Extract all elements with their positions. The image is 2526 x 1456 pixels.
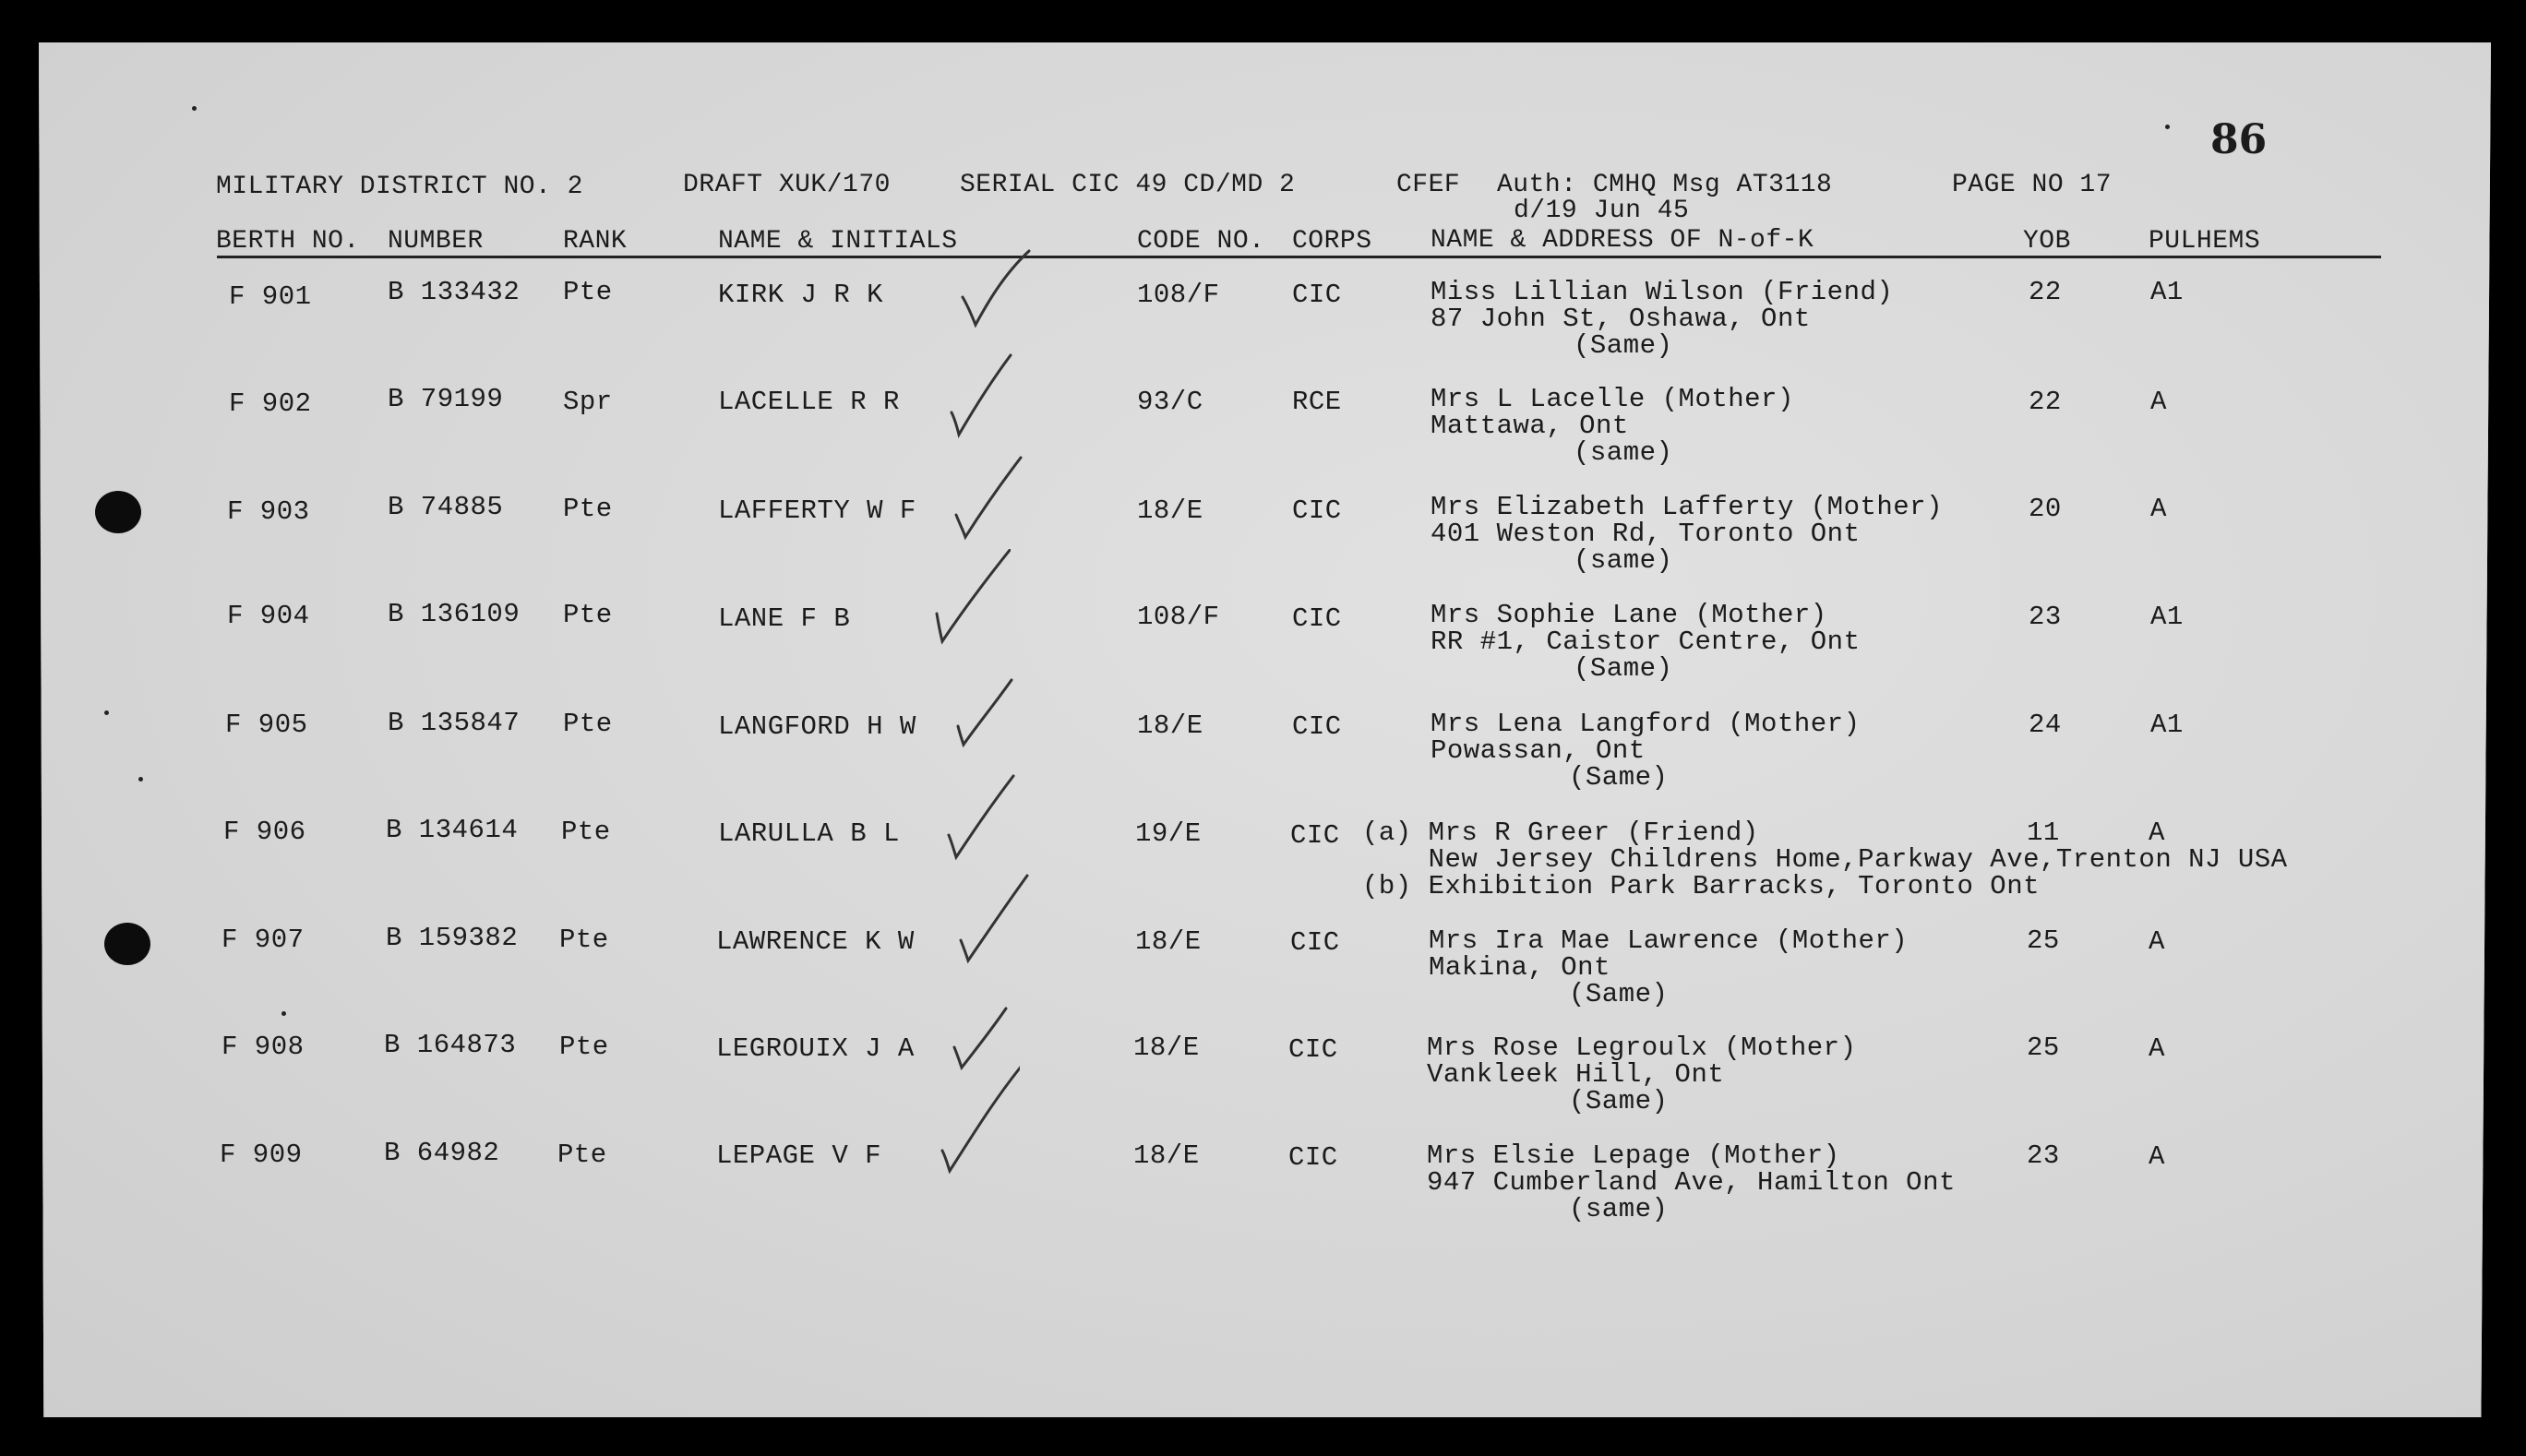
- sheet-page-number: PAGE NO 17: [1952, 171, 2113, 199]
- force-code: CFEF: [1396, 171, 1461, 199]
- soldier-name: LAFFERTY W F: [718, 495, 916, 526]
- nok-line-3: (same): [1574, 437, 1673, 468]
- nok-line-1: Mrs Sophie Lane (Mother): [1431, 600, 1827, 630]
- col-berth: BERTH NO.: [216, 227, 360, 256]
- punch-hole: [104, 923, 150, 965]
- service-number: B 136109: [388, 599, 521, 629]
- pulhems: A: [2149, 1033, 2165, 1064]
- nok-line-3: (Same): [1574, 653, 1673, 684]
- berth-no: F 908: [221, 1032, 305, 1062]
- nok-line-2: 87 John St, Oshawa, Ont: [1431, 304, 1811, 334]
- pulhems: A: [2150, 494, 2167, 524]
- corps: CIC: [1292, 711, 1342, 742]
- soldier-name: LACELLE R R: [718, 387, 900, 417]
- col-yob: YOB: [2023, 227, 2071, 256]
- col-corps: CORPS: [1292, 227, 1372, 256]
- rank: Pte: [563, 709, 613, 739]
- year-of-birth: 11: [2027, 818, 2060, 848]
- check-mark-icon: [943, 770, 1026, 881]
- nok-line-2: Mattawa, Ont: [1431, 411, 1629, 441]
- nok-line-3: (Same): [1574, 330, 1673, 361]
- nok-line-3: (same): [1574, 545, 1673, 576]
- service-number: B 133432: [388, 277, 521, 307]
- page-stamp-number: 86: [2210, 116, 2268, 163]
- pulhems: A1: [2150, 602, 2184, 632]
- year-of-birth: 25: [2027, 925, 2060, 956]
- rank: Pte: [563, 277, 613, 307]
- code-no: 19/E: [1135, 818, 1202, 849]
- ink-speck: [104, 710, 109, 715]
- nok-line-2: 401 Weston Rd, Toronto Ont: [1431, 519, 1861, 549]
- service-number: B 79199: [388, 384, 504, 414]
- year-of-birth: 25: [2027, 1032, 2060, 1063]
- nok-line-2: Vankleek Hill, Ont: [1427, 1059, 1725, 1090]
- nok-line-3: (Same): [1569, 1086, 1669, 1116]
- code-no: 18/E: [1135, 926, 1202, 957]
- rank: Pte: [559, 1032, 609, 1062]
- rank: Pte: [563, 494, 613, 524]
- nok-line-1: Mrs Ira Mae Lawrence (Mother): [1429, 925, 1909, 956]
- military-district: MILITARY DISTRICT NO. 2: [216, 173, 583, 201]
- authority-date: d/19 Jun 45: [1514, 197, 1690, 225]
- code-no: 18/E: [1133, 1140, 1200, 1171]
- service-number: B 74885: [388, 492, 504, 522]
- soldier-name: LARULLA B L: [718, 818, 900, 849]
- year-of-birth: 24: [2029, 710, 2062, 740]
- service-number: B 134614: [386, 815, 519, 845]
- authority: Auth: CMHQ Msg AT3118: [1497, 171, 1833, 199]
- col-number: NUMBER: [388, 227, 484, 256]
- nok-line-1: Mrs Elsie Lepage (Mother): [1427, 1140, 1840, 1171]
- nok-line-2: Makina, Ont: [1429, 952, 1610, 983]
- corps: CIC: [1288, 1142, 1338, 1173]
- pulhems: A: [2149, 818, 2165, 848]
- service-number: B 135847: [388, 708, 521, 738]
- check-mark-icon: [955, 872, 1038, 983]
- pulhems: A: [2150, 387, 2167, 417]
- rank: Spr: [563, 387, 613, 417]
- soldier-name: LANE F B: [718, 603, 851, 634]
- berth-no: F 906: [223, 817, 306, 847]
- berth-no: F 901: [229, 281, 312, 312]
- code-no: 108/F: [1137, 280, 1220, 310]
- header-rule: [217, 256, 2381, 258]
- nok-line-2: New Jersey Childrens Home,Parkway Ave,Trenton NJ USA: [1362, 844, 2288, 875]
- nok-line-1: Mrs L Lacelle (Mother): [1431, 384, 1794, 414]
- code-no: 18/E: [1137, 495, 1203, 526]
- code-no: 18/E: [1137, 710, 1203, 741]
- soldier-name: LANGFORD H W: [718, 711, 916, 742]
- nok-line-1: Mrs Elizabeth Lafferty (Mother): [1431, 492, 1943, 522]
- nok-line-3: (Same): [1569, 762, 1669, 793]
- ink-speck: [2165, 125, 2170, 129]
- rank: Pte: [561, 817, 611, 847]
- berth-no: F 904: [227, 601, 310, 631]
- year-of-birth: 20: [2029, 494, 2062, 524]
- corps: RCE: [1292, 387, 1342, 417]
- check-mark-icon: [955, 240, 1038, 351]
- soldier-name: LEGROUIX J A: [716, 1033, 915, 1064]
- check-mark-icon: [937, 1066, 1020, 1176]
- year-of-birth: 23: [2029, 602, 2062, 632]
- serial-number: SERIAL CIC 49 CD/MD 2: [960, 171, 1296, 199]
- berth-no: F 902: [229, 388, 312, 419]
- ink-speck: [281, 1011, 286, 1016]
- berth-no: F 909: [220, 1140, 303, 1170]
- soldier-name: LAWRENCE K W: [716, 926, 915, 957]
- check-mark-icon: [951, 669, 1034, 780]
- check-mark-icon: [946, 346, 1029, 457]
- year-of-birth: 22: [2029, 387, 2062, 417]
- ink-speck: [192, 106, 197, 111]
- nok-line-1: Mrs Lena Langford (Mother): [1431, 709, 1861, 739]
- rank: Pte: [563, 600, 613, 630]
- corps: CIC: [1290, 820, 1340, 851]
- ink-speck: [138, 777, 143, 782]
- pulhems: A1: [2150, 710, 2184, 740]
- corps: CIC: [1292, 495, 1342, 526]
- service-number: B 159382: [386, 923, 519, 953]
- code-no: 18/E: [1133, 1032, 1200, 1063]
- col-nok: NAME & ADDRESS OF N-of-K: [1431, 226, 1814, 255]
- col-pulhems: PULHEMS: [2149, 227, 2261, 256]
- year-of-birth: 22: [2029, 277, 2062, 307]
- nok-line-2: Powassan, Ont: [1431, 735, 1646, 766]
- nok-line-1: (a) Mrs R Greer (Friend): [1362, 818, 1759, 848]
- berth-no: F 903: [227, 496, 310, 527]
- col-code: CODE NO.: [1137, 227, 1265, 256]
- nok-line-3: (same): [1569, 1194, 1669, 1224]
- berth-no: F 905: [225, 710, 308, 740]
- service-number: B 164873: [384, 1030, 517, 1060]
- nok-line-3: (Same): [1569, 979, 1669, 1009]
- nok-line-2: RR #1, Caistor Centre, Ont: [1431, 627, 1861, 657]
- soldier-name: LEPAGE V F: [716, 1140, 882, 1171]
- pulhems: A: [2149, 926, 2165, 957]
- col-rank: RANK: [563, 227, 628, 256]
- corps: CIC: [1292, 280, 1342, 310]
- check-mark-icon: [951, 452, 1034, 563]
- berth-no: F 907: [221, 925, 305, 955]
- service-number: B 64982: [384, 1138, 500, 1168]
- code-no: 108/F: [1137, 602, 1220, 632]
- nok-line-3: (b) Exhibition Park Barracks, Toronto Ont: [1362, 871, 2041, 901]
- rank: Pte: [559, 925, 609, 955]
- col-name: NAME & INITIALS: [718, 227, 958, 256]
- pulhems: A: [2149, 1141, 2165, 1172]
- code-no: 93/C: [1137, 387, 1203, 417]
- rank: Pte: [557, 1140, 607, 1170]
- nok-line-2: 947 Cumberland Ave, Hamilton Ont: [1427, 1167, 1956, 1198]
- year-of-birth: 23: [2027, 1140, 2060, 1171]
- corps: CIC: [1288, 1034, 1338, 1065]
- punch-hole: [95, 491, 141, 533]
- corps: CIC: [1290, 927, 1340, 958]
- nok-line-1: Miss Lillian Wilson (Friend): [1431, 277, 1894, 307]
- nok-line-1: Mrs Rose Legroulx (Mother): [1427, 1032, 1857, 1063]
- pulhems: A1: [2150, 277, 2184, 307]
- soldier-name: KIRK J R K: [718, 280, 884, 310]
- check-mark-icon: [928, 549, 1011, 660]
- draft-number: DRAFT XUK/170: [683, 171, 891, 199]
- corps: CIC: [1292, 603, 1342, 634]
